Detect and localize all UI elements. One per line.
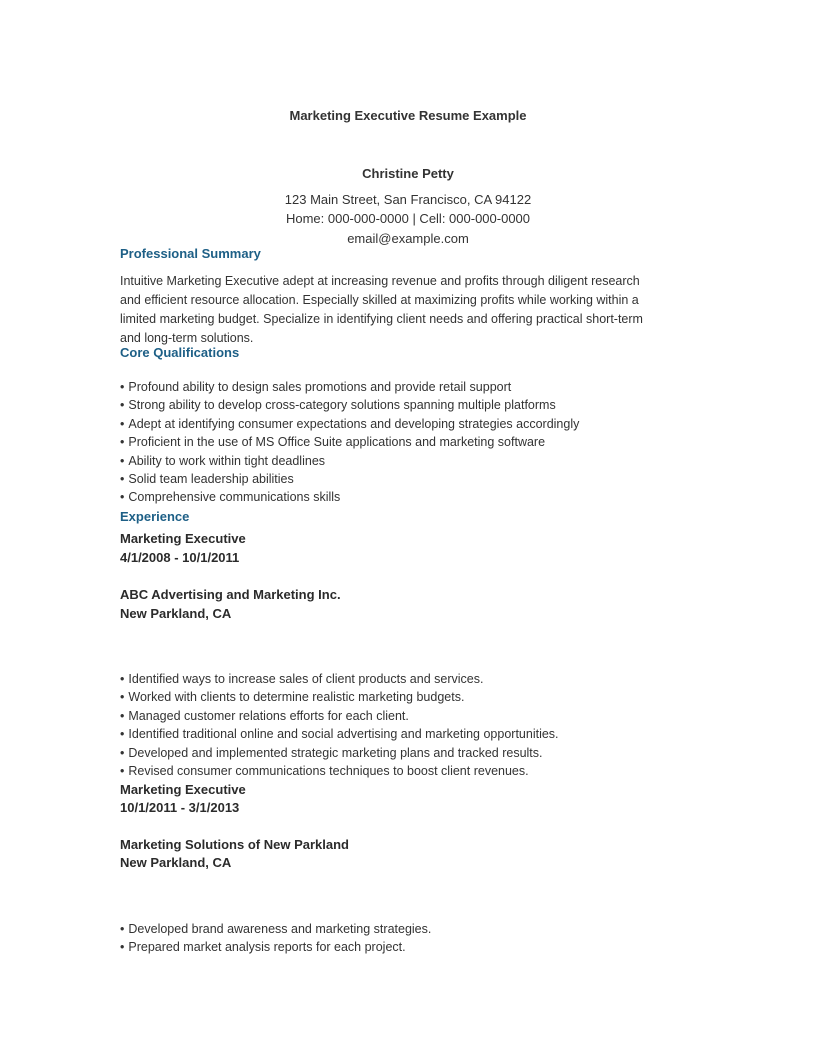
job-dates: 4/1/2008 - 10/1/2011 xyxy=(120,550,240,565)
bullet-icon: • xyxy=(120,472,125,487)
section-heading-experience: Experience xyxy=(120,509,190,524)
job-company: Marketing Solutions of New Parkland xyxy=(120,837,349,852)
job-duties-list xyxy=(120,670,559,780)
bullet-icon: • xyxy=(120,922,125,936)
job-company: ABC Advertising and Marketing Inc. xyxy=(120,587,341,602)
summary-paragraph xyxy=(120,272,680,348)
list-item: • Identified traditional online and social advertising and marketing opportunities. xyxy=(120,727,559,742)
list-item: • Revised consumer communications techniques to boost client revenues. xyxy=(120,764,529,779)
contact-phones: Home: 000-000-0000 | Cell: 000-000-0000 xyxy=(285,211,531,226)
bullet-icon: • xyxy=(120,416,125,431)
job-dates: 10/1/2011 - 3/1/2013 xyxy=(120,800,240,815)
section-heading-summary: Professional Summary xyxy=(120,246,261,261)
list-item: • Solid team leadership abilities xyxy=(120,472,294,487)
list-item: • Adept at identifying consumer expectations and developing strategies accordingly xyxy=(120,416,580,431)
summary-line: Intuitive Marketing Executive adept at increasing revenue and profits through diligent research xyxy=(120,274,640,288)
bullet-icon: • xyxy=(120,727,125,742)
list-item: • Comprehensive communications skills xyxy=(120,490,341,505)
job-duties-list xyxy=(120,920,431,957)
list-item: • Prepared market analysis reports for each project. xyxy=(120,940,406,955)
job-location: New Parkland, CA xyxy=(120,606,232,621)
list-item: • Managed customer relations efforts for each client. xyxy=(120,708,409,723)
job-title: Marketing Executive xyxy=(120,531,246,546)
list-item: • Developed and implemented strategic marketing plans and tracked results. xyxy=(120,745,543,760)
bullet-icon: • xyxy=(120,398,125,413)
list-item: • Identified ways to increase sales of client products and services. xyxy=(120,672,484,686)
list-item: • Proficient in the use of MS Office Suite applications and marketing software xyxy=(120,435,546,450)
bullet-icon: • xyxy=(120,672,125,686)
bullet-icon: • xyxy=(120,764,125,779)
bullet-icon: • xyxy=(120,453,125,468)
summary-line: and long-term solutions. xyxy=(120,331,254,345)
summary-line: and efficient resource allocation. Especially skilled at maximizing profits while working within a xyxy=(120,293,639,307)
candidate-name: Christine Petty xyxy=(362,166,454,181)
list-item: • Ability to work within tight deadlines xyxy=(120,453,326,468)
list-item: • Profound ability to design sales promotions and provide retail support xyxy=(120,380,512,394)
bullet-icon: • xyxy=(120,380,125,394)
job-title: Marketing Executive xyxy=(120,782,246,797)
list-item: • Worked with clients to determine realistic marketing budgets. xyxy=(120,690,465,705)
section-heading-qualifications: Core Qualifications xyxy=(120,345,240,360)
list-item: • Developed brand awareness and marketing strategies. xyxy=(120,922,432,936)
qualifications-list xyxy=(120,378,579,507)
document-title: Marketing Executive Resume Example xyxy=(289,108,527,123)
bullet-icon: • xyxy=(120,745,125,760)
contact-address: 123 Main Street, San Francisco, CA 94122 xyxy=(284,192,532,207)
bullet-icon: • xyxy=(120,435,125,450)
contact-email: email@example.com xyxy=(347,231,469,246)
bullet-icon: • xyxy=(120,708,125,723)
bullet-icon: • xyxy=(120,940,125,955)
job-location: New Parkland, CA xyxy=(120,855,232,870)
bullet-icon: • xyxy=(120,490,125,505)
list-item: • Strong ability to develop cross-category solutions spanning multiple platforms xyxy=(120,398,556,413)
summary-line: limited marketing budget. Specialize in identifying client needs and offering practical short-term xyxy=(120,312,643,326)
bullet-icon: • xyxy=(120,690,125,705)
